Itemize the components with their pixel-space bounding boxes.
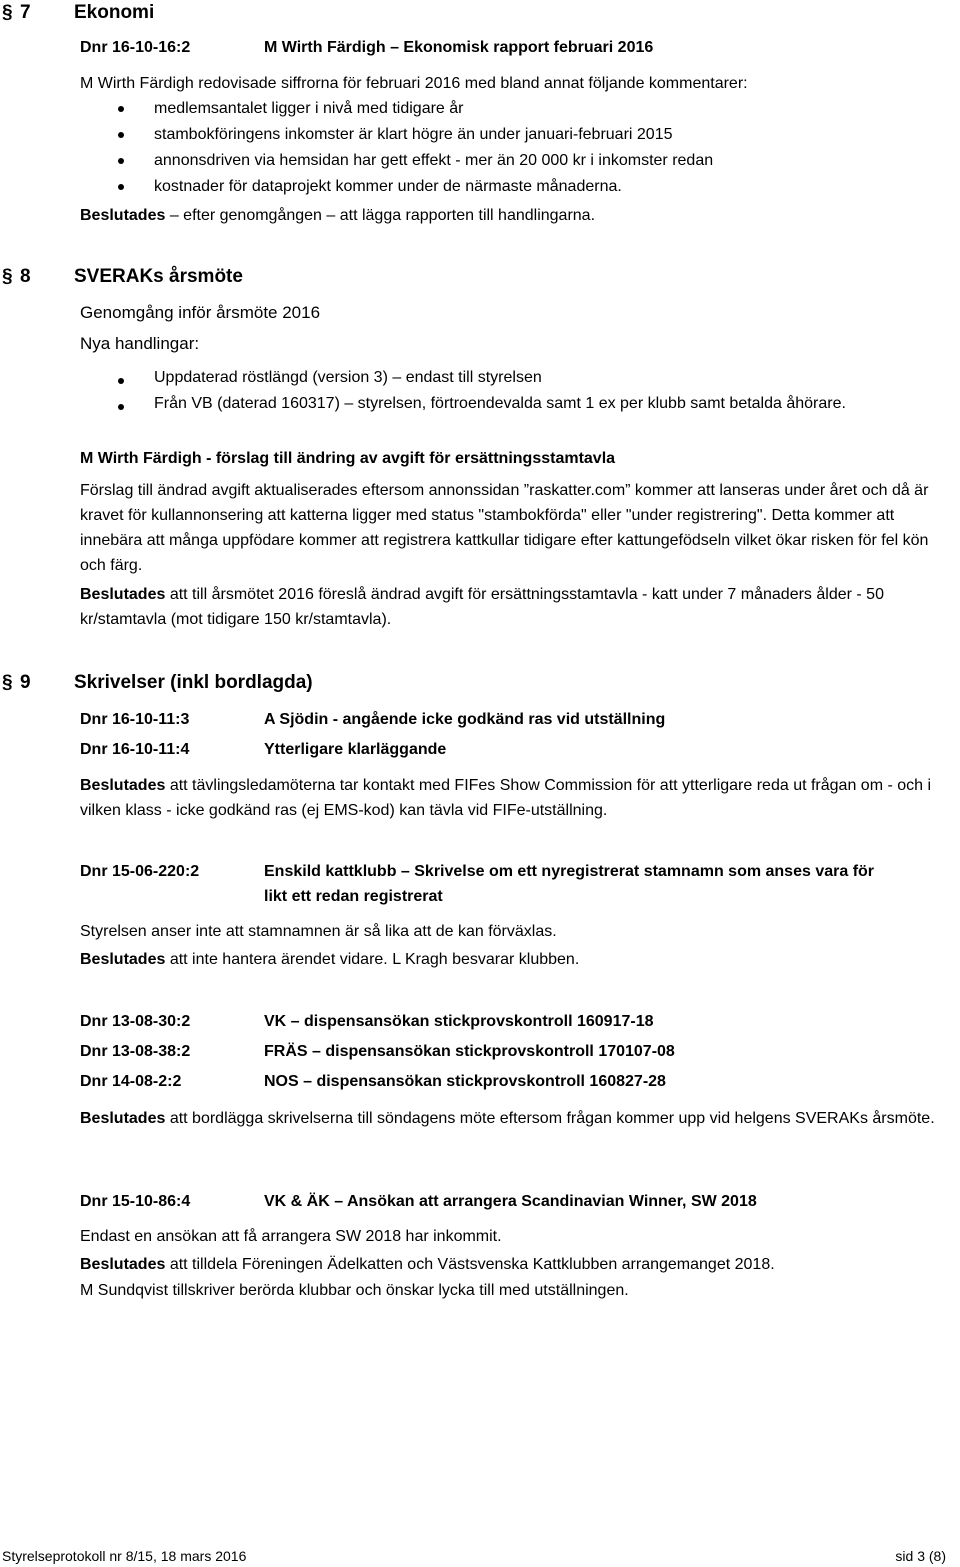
section-9-number: 9 [20,672,31,693]
footer-page-number: sid 3 (8) [895,1548,946,1564]
list-item: Från VB (daterad 160317) – styrelsen, förtroendevalda samt 1 ex per klubb samt betalda åhörare. [154,395,846,412]
decision-lead: Beslutades [80,586,166,603]
dnr-label: Dnr 15-06-220:2 [80,863,200,880]
bullet-icon [118,106,124,112]
dnr-subject: A Sjödin - angående icke godkänd ras vid utställning [264,711,666,728]
section-7-subject: M Wirth Färdigh – Ekonomisk rapport februari 2016 [264,39,654,56]
section-8-number: 8 [20,266,31,287]
bullet-icon [118,404,124,410]
decision-text: – efter genomgången – att lägga rapporten till handlingarna. [165,207,596,224]
section-9-para-4: Endast en ansökan att få arrangera SW 2018 har inkommit. [80,1228,502,1245]
dnr-subject: Ytterligare klarläggande [264,741,447,758]
section-8-paragraph: Förslag till ändrad avgift aktualiserades eftersom annonssidan ”raskatter.com” kommer att lanseras under året och då är kravet för kullannonsering att katterna ligger med status "stambokförda" eller "under registrering". Detta kommer att innebära att många uppfödare kommer att registrera kattkullar tidigare efter kattungefödseln vilket ökar risken för fel kön och färg. [80,482,929,574]
section-9-decision-3 [80,1106,940,1131]
section-9-decision-4 [80,1253,775,1277]
list-item: stambokföringens inkomster är klart högre än under januari-februari 2015 [154,126,673,143]
footer-protocol: Styrelseprotokoll nr 8/15, 18 mars 2016 [2,1548,247,1564]
dnr-subject: VK & ÄK – Ansökan att arrangera Scandinavian Winner, SW 2018 [264,1193,757,1210]
section-8-sub2: Nya handlingar: [80,334,200,353]
section-8-decision [80,582,940,632]
decision-text: att bordlägga skrivelserna till söndagens möte eftersom frågan kommer upp vid helgens SVERAKs årsmöte. [165,1110,935,1127]
decision-lead: Beslutades [80,207,166,224]
list-item: kostnader för dataprojekt kommer under de närmaste månaderna. [154,178,622,195]
dnr-subject: VK – dispensansökan stickprovskontroll 160917-18 [264,1013,654,1030]
section-9-para-5: M Sundqvist tillskriver berörda klubbar och önskar lycka till med utställningen. [80,1282,629,1299]
dnr-label: Dnr 16-10-11:3 [80,711,190,728]
section-7-decision [80,204,595,228]
dnr-label: Dnr 14-08-2:2 [80,1073,182,1090]
dnr-label: Dnr 15-10-86:4 [80,1193,191,1210]
decision-text: att till årsmötet 2016 föreslå ändrad avgift för ersättningsstamtavla - katt under 7 månaders ålder - 50 kr/stamtavla (mot tidigare 150 kr/stamtavla). [80,586,884,628]
bullet-icon [118,184,124,190]
section-7-dnr: Dnr 16-10-16:2 [80,39,191,56]
section-8-title: SVERAKs årsmöte [74,266,243,287]
decision-text: att inte hantera ärendet vidare. L Kragh besvarar klubben. [165,951,580,968]
list-item: medlemsantalet ligger i nivå med tidigare år [154,100,464,117]
section-8-symbol: § [2,266,13,287]
dnr-subject: Enskild kattklubb – Skrivelse om ett nyregistrerat stamnamn som anses vara för [264,863,875,880]
list-item: annonsdriven via hemsidan har gett effekt - mer än 20 000 kr i inkomster redan [154,152,714,169]
section-9-decision-1 [80,773,940,823]
section-7-intro: M Wirth Färdigh redovisade siffrorna för februari 2016 med bland annat följande kommentarer: [80,75,748,92]
section-9-symbol: § [2,672,13,693]
list-item: Uppdaterad röstlängd (version 3) – endast till styrelsen [154,369,542,386]
dnr-subject: NOS – dispensansökan stickprovskontroll 160827-28 [264,1073,666,1090]
decision-lead: Beslutades [80,777,166,794]
section-7-title: Ekonomi [74,2,155,23]
section-7-symbol: § [2,2,13,23]
bullet-icon [118,132,124,138]
decision-text: att tävlingsledamöterna tar kontakt med FIFes Show Commission för att ytterligare reda ut frågan om - och i vilken klass - icke godkänd ras (ej EMS-kod) kan tävla vid FIFe-utställning. [80,777,932,819]
dnr-subject-cont: likt ett redan registrerat [264,888,443,905]
dnr-label: Dnr 16-10-11:4 [80,741,190,758]
decision-lead: Beslutades [80,1256,166,1273]
decision-lead: Beslutades [80,951,166,968]
section-9-title: Skrivelser (inkl bordlagda) [74,672,313,693]
section-9-decision-2 [80,948,579,972]
dnr-label: Dnr 13-08-30:2 [80,1013,191,1030]
section-8-sub1: Genomgång inför årsmöte 2016 [80,303,321,322]
section-8-heading2: M Wirth Färdigh - förslag till ändring av avgift för ersättningsstamtavla [80,450,616,467]
section-7-number: 7 [20,2,31,23]
section-9-para-2: Styrelsen anser inte att stamnamnen är så lika att de kan förväxlas. [80,923,557,940]
bullet-icon [118,158,124,164]
decision-lead: Beslutades [80,1110,166,1127]
dnr-label: Dnr 13-08-38:2 [80,1043,191,1060]
bullet-icon [118,378,124,384]
dnr-subject: FRÄS – dispensansökan stickprovskontroll 170107-08 [264,1043,675,1060]
decision-text: att tilldela Föreningen Ädelkatten och Västsvenska Kattklubben arrangemanget 2018. [165,1256,775,1273]
